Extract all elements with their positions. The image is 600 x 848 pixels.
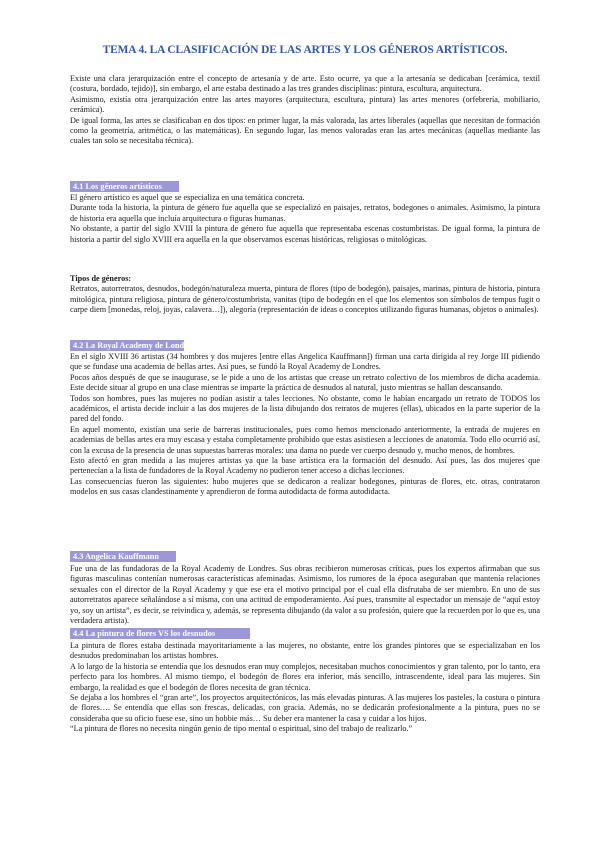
section-paragraph: En el siglo XVIII 36 artistas (34 hombres y dos mujeres [entre ellas Angelica Kauffmann]) firman una carta dirigida al rey Jorge III pidiendo que se fundase una academia de bellas artes. Así pues, se fundó la Royal Academy de Londres. — [70, 352, 540, 372]
quote-paragraph: “La pintura de flores no necesita ningún genio de tipo mental o espiritual, sino del trabajo de realizarlo.” — [70, 724, 413, 734]
section-flores-desnudos — [70, 641, 540, 735]
section-paragraph: Durante toda la historia, la pintura de género fue aquella que se especializó en paisajes, retratos, bodegones o animales. Asimismo, la pintura de historia era aquella que incluía arquitectura o figuras humanas. — [70, 203, 540, 223]
section-paragraph: Fue una de las fundadoras de la Royal Academy de Londres. Sus obras recibieron numerosas críticas, pues los expertos afirmaban que sus figuras masculinas contenían numerosas características afeminadas. Asimismo, los rumores de la época aseguraban que mantenía relaciones sexuales con el director de la Royal Academy y que ese era el motivo principal por el cual ella disfrutaba de ser miembro. En uno de sus autorretratos aparece señalándose a sí misma, con una actitud de empoderamiento. Así pues, transmite al espectador un mensaje de “aquí estoy yo, soy un artista”, es decir, se reivindica y, además, se representa dibujando (da valor a su profesión, quiere que la recuerden por lo que es, una verdadera artista). — [70, 564, 540, 626]
section-paragraph: Esto afectó en gran medida a las mujeres artistas ya que la base artística era la formación del desnudo. Así pues, las dos mujeres que pertenecían a la lista de fundadores de la Royal Academy no pudieron tener acceso a dichas lecciones. — [70, 456, 540, 476]
intro-paragraph: Asimismo, existía otra jerarquización entre las artes mayores (arquitectura, escultura, pintura) las artes menores (orfebrería, mobiliario, cerámica). — [70, 94, 540, 115]
section-paragraph: No obstante, a partir del siglo XVIII la pintura de género fue aquella que representaba escenas costumbristas. De igual forma, la pintura de historia a partir del siglo XVIII era aquella en la que observamos escenas históricas, religiosas o mitológicas. — [70, 224, 540, 244]
section-paragraph: Pocos años después de que se inaugurase, se le pide a uno de los artistas que crease un retrato colectivo de los miembros de dicha academia. Este decide situar al grupo en una clase mientras se imparte la práctica de desnudos al natural, justo mientras se hallan descansando. — [70, 372, 540, 393]
section-heading-generos: 4.1 Los géneros artísticos — [70, 181, 179, 192]
section-paragraph: A lo largo de la historia se entendía que los desnudos eran muy complejos, necesitaban muchos conocimientos y gran talento, por lo tanto, era perfecto para los hombres. Al mismo tiempo, el bodegón de flores era inferior, más sencillo, intrascendente, ideal para las mujeres. Sin embargo, la realidad es que el bodegón de flores necesita de gran técnica. — [70, 661, 540, 692]
page-title: TEMA 4. LA CLASIFICACIÓN DE LAS ARTES Y LOS GÉNEROS ARTÍSTICOS. — [102, 44, 508, 56]
tipos-text: Retratos, autorretratos, desnudos, bodegón/naturaleza muerta, pintura de flores (tipo de bodegón), paisajes, marinas, pintura de historia, pintura mitológica, pintura religiosa, pintura de género/costumbrista, vanitas (tipo de bodegón en el que los elementos son símbolos de tempus fugit o carpe diem [monedas, reloj, joyas, calavera…]), alegoría (representación de ideas o conceptos utilizando figuras humanas, objetos o animales). — [70, 284, 540, 315]
section-paragraph: Todos son hombres, pues las mujeres no podían asistir a tales lecciones. No obstante, como le habían encargado un retrato de TODOS los académicos, el artista decide incluir a las dos mujeres de la lista dibujando dos retratos de mujeres (ellas), ubicados en la parte superior de la pared del fondo. — [70, 393, 540, 424]
section-paragraph: Las consecuencias fueron las siguientes: hubo mujeres que se dedicaron a realizar bodegones, pinturas de flores, etc. otras, contrataron modelos en sus casas clandestinamente y aprendieron de forma autodidacta de forma autodidacta. — [70, 476, 540, 497]
section-paragraph: Se dejaba a los hombres el “gran arte”, los proyectos arquitectónicos, las más elevadas pinturas. A las mujeres los pasteles, la costura o pintura de flores…. Se entendía que ellas son frescas, delicadas, con gracia. Además, no se dedicarán profesionalmente a la pintura, pues no se consideraba que su oficio fuese ese, sino un hobbie más… Su deber era mantener la casa y cuidar a los hijos. — [70, 693, 540, 723]
section-royal-academy — [70, 352, 540, 498]
intro-paragraph: Existe una clara jerarquización entre el concepto de artesanía y de arte. Esto ocurre, ya que a la artesanía se dedicaban [cerámica, textil (costura, bordado, tejido)], sin embargo, el arte estaba destinado a las tres grandes disciplinas: pintura, escultura, arquitectura. — [70, 74, 540, 94]
intro-paragraph: De igual forma, las artes se clasificaban en dos tipos: en primer lugar, la más valorada, las artes liberales (aquellas que necesitan de formación como la geometría, aritmética, o las matemáticas). En segundo lugar, las menos valoradas eran las artes mecánicas (aquellas mediante las cuales tan solo se necesitaba técnica). — [70, 115, 540, 146]
section-heading-flores-desnudos: 4.4 La pintura de flores VS los desnudos — [70, 628, 250, 639]
section-heading-kauffmann: 4.3 Angelica Kauffmann — [70, 551, 176, 562]
section-paragraph: El género artístico es aquel que se especializa en una temática concreta. — [70, 193, 305, 202]
tipos-label: Tipos de géneros: — [70, 274, 132, 283]
section-paragraph: La pintura de flores estaba destinada mayoritariamente a las mujeres, no obstante, entre los grandes pintores que se especializaban en los desnudos predominaban los artistas hombres. — [70, 641, 540, 661]
tipos-de-generos — [70, 274, 540, 316]
intro-section — [70, 74, 540, 147]
section-generos — [70, 193, 540, 245]
section-paragraph: En aquel momento, existían una serie de barreras institucionales, pues como hemos mencionado anteriormente, la entrada de mujeres en academias de bellas artes era muy escasa y estaba completamente prohibido que estas asistiesen a lecciones de anatomía. Todo ello ocurrió así, con la excusa de la presencia de unas supuestas barreras morales: una dama no puede ver cuerpo desnudo y, mucho menos, de hombres. — [70, 424, 540, 455]
section-heading-royal-academy: 4.2 La Royal Academy de Londres — [70, 340, 184, 351]
section-kauffmann — [70, 564, 540, 626]
